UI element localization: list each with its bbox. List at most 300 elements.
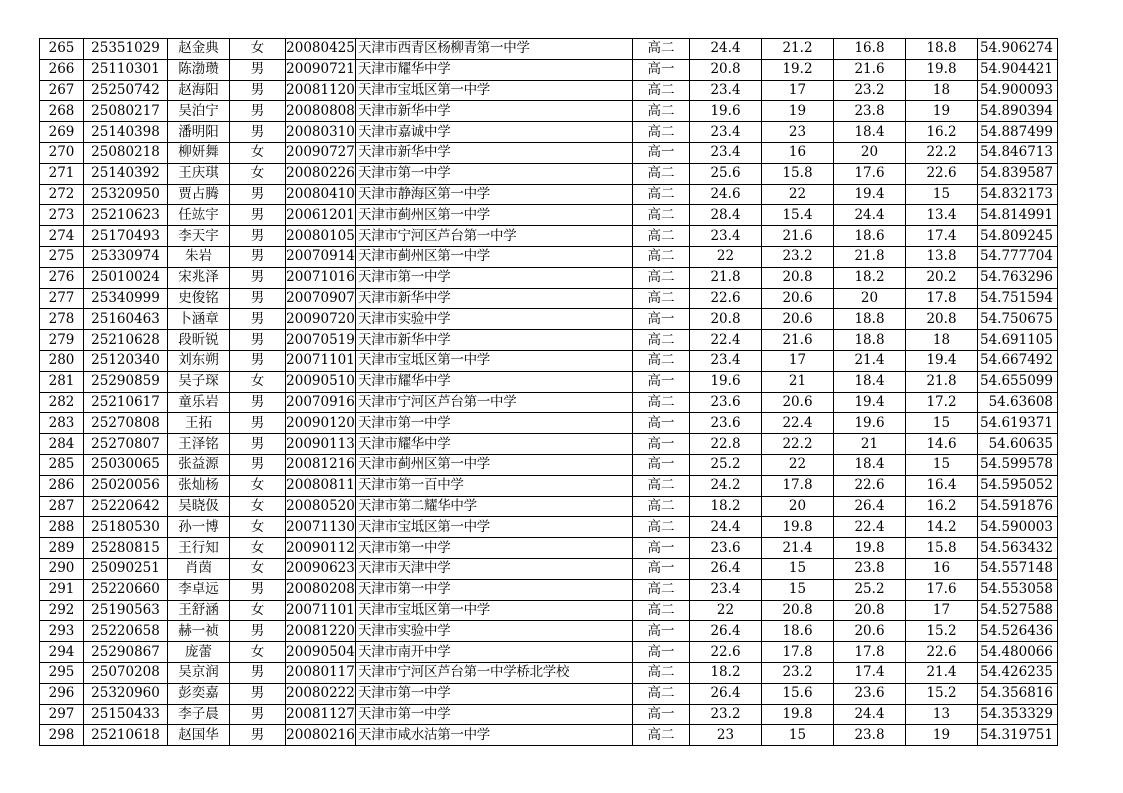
score-1-cell: 21.8	[690, 267, 762, 288]
table-row	[40, 80, 1058, 101]
score-3-cell: 22.6	[834, 475, 906, 496]
score-4-cell: 19.8	[906, 59, 978, 80]
birthdate-cell: 20090504	[286, 642, 356, 663]
score-4-cell: 17	[906, 600, 978, 621]
rank-cell: 296	[40, 683, 84, 704]
name-cell: 柳妍舞	[168, 142, 230, 163]
score-3-cell: 24.4	[834, 205, 906, 226]
table-row	[40, 142, 1058, 163]
rank-cell: 271	[40, 163, 84, 184]
name-cell: 吴子琛	[168, 371, 230, 392]
grade-cell: 高二	[633, 662, 690, 683]
table-row	[40, 517, 1058, 538]
score-3-cell: 21	[834, 434, 906, 455]
score-3-cell: 21.6	[834, 59, 906, 80]
student-id-cell: 25210623	[84, 205, 168, 226]
score-1-cell: 18.2	[690, 662, 762, 683]
total-score-cell: 54.599578	[978, 454, 1058, 475]
score-4-cell: 17.4	[906, 226, 978, 247]
rank-cell: 280	[40, 350, 84, 371]
name-cell: 刘东朔	[168, 350, 230, 371]
score-1-cell: 23	[690, 725, 762, 746]
table-row	[40, 662, 1058, 683]
table-row	[40, 330, 1058, 351]
grade-cell: 高二	[633, 330, 690, 351]
gender-cell: 男	[230, 267, 286, 288]
total-score-cell: 54.595052	[978, 475, 1058, 496]
student-id-cell: 25160463	[84, 309, 168, 330]
score-4-cell: 17.2	[906, 392, 978, 413]
gender-cell: 男	[230, 205, 286, 226]
score-3-cell: 18.4	[834, 371, 906, 392]
score-2-cell: 15	[762, 725, 834, 746]
table-row	[40, 371, 1058, 392]
birthdate-cell: 20080208	[286, 579, 356, 600]
score-1-cell: 25.6	[690, 163, 762, 184]
score-2-cell: 18.6	[762, 621, 834, 642]
grade-cell: 高一	[633, 621, 690, 642]
name-cell: 童乐岩	[168, 392, 230, 413]
grade-cell: 高一	[633, 642, 690, 663]
score-1-cell: 25.2	[690, 454, 762, 475]
score-3-cell: 18.8	[834, 309, 906, 330]
score-table	[39, 38, 1058, 746]
birthdate-cell: 20081216	[286, 454, 356, 475]
rank-cell: 274	[40, 226, 84, 247]
score-1-cell: 23.4	[690, 579, 762, 600]
name-cell: 王舒涵	[168, 600, 230, 621]
table-row	[40, 413, 1058, 434]
rank-cell: 268	[40, 101, 84, 122]
student-id-cell: 25210628	[84, 330, 168, 351]
gender-cell: 男	[230, 704, 286, 725]
gender-cell: 女	[230, 558, 286, 579]
school-cell: 天津市实验中学	[356, 621, 633, 642]
gender-cell: 男	[230, 621, 286, 642]
score-2-cell: 21	[762, 371, 834, 392]
total-score-cell: 54.887499	[978, 122, 1058, 143]
student-id-cell: 25010024	[84, 267, 168, 288]
name-cell: 孙一博	[168, 517, 230, 538]
gender-cell: 女	[230, 642, 286, 663]
table-row	[40, 122, 1058, 143]
grade-cell: 高二	[633, 246, 690, 267]
rank-cell: 283	[40, 413, 84, 434]
score-1-cell: 23.6	[690, 392, 762, 413]
rank-cell: 295	[40, 662, 84, 683]
birthdate-cell: 20061201	[286, 205, 356, 226]
birthdate-cell: 20080226	[286, 163, 356, 184]
name-cell: 段昕锐	[168, 330, 230, 351]
score-4-cell: 15	[906, 454, 978, 475]
name-cell: 李卓远	[168, 579, 230, 600]
rank-cell: 291	[40, 579, 84, 600]
school-cell: 天津市宁河区芦台第一中学桥北学校	[356, 662, 633, 683]
rank-cell: 276	[40, 267, 84, 288]
student-id-cell: 25140398	[84, 122, 168, 143]
student-id-cell: 25320950	[84, 184, 168, 205]
score-2-cell: 20	[762, 496, 834, 517]
student-id-cell: 25180530	[84, 517, 168, 538]
gender-cell: 女	[230, 538, 286, 559]
birthdate-cell: 20080105	[286, 226, 356, 247]
school-cell: 天津市耀华中学	[356, 434, 633, 455]
score-2-cell: 17.8	[762, 475, 834, 496]
total-score-cell: 54.832173	[978, 184, 1058, 205]
total-score-cell: 54.356816	[978, 683, 1058, 704]
gender-cell: 男	[230, 392, 286, 413]
birthdate-cell: 20080117	[286, 662, 356, 683]
table-row	[40, 558, 1058, 579]
table-row	[40, 392, 1058, 413]
total-score-cell: 54.846713	[978, 142, 1058, 163]
score-4-cell: 15.8	[906, 538, 978, 559]
rank-cell: 289	[40, 538, 84, 559]
score-2-cell: 21.4	[762, 538, 834, 559]
total-score-cell: 54.319751	[978, 725, 1058, 746]
name-cell: 庞蕾	[168, 642, 230, 663]
student-id-cell: 25120340	[84, 350, 168, 371]
rank-cell: 297	[40, 704, 84, 725]
score-1-cell: 23.4	[690, 350, 762, 371]
school-cell: 天津市蓟州区第一中学	[356, 454, 633, 475]
total-score-cell: 54.691105	[978, 330, 1058, 351]
score-3-cell: 18.2	[834, 267, 906, 288]
score-4-cell: 21.4	[906, 662, 978, 683]
table-row	[40, 475, 1058, 496]
rank-cell: 284	[40, 434, 84, 455]
score-1-cell: 23.4	[690, 80, 762, 101]
birthdate-cell: 20071016	[286, 267, 356, 288]
score-3-cell: 25.2	[834, 579, 906, 600]
student-id-cell: 25330974	[84, 246, 168, 267]
birthdate-cell: 20080410	[286, 184, 356, 205]
name-cell: 李天宇	[168, 226, 230, 247]
rank-cell: 292	[40, 600, 84, 621]
birthdate-cell: 20090623	[286, 558, 356, 579]
score-4-cell: 13	[906, 704, 978, 725]
student-id-cell: 25150433	[84, 704, 168, 725]
score-3-cell: 18.4	[834, 454, 906, 475]
rank-cell: 277	[40, 288, 84, 309]
total-score-cell: 54.839587	[978, 163, 1058, 184]
score-3-cell: 17.6	[834, 163, 906, 184]
rank-cell: 279	[40, 330, 84, 351]
school-cell: 天津市南开中学	[356, 642, 633, 663]
score-2-cell: 23	[762, 122, 834, 143]
birthdate-cell: 20090727	[286, 142, 356, 163]
rank-cell: 282	[40, 392, 84, 413]
score-3-cell: 20.8	[834, 600, 906, 621]
score-1-cell: 23.2	[690, 704, 762, 725]
rank-cell: 281	[40, 371, 84, 392]
birthdate-cell: 20071101	[286, 600, 356, 621]
school-cell: 天津市新华中学	[356, 288, 633, 309]
score-1-cell: 23.4	[690, 122, 762, 143]
score-4-cell: 22.2	[906, 142, 978, 163]
rank-cell: 266	[40, 59, 84, 80]
total-score-cell: 54.590003	[978, 517, 1058, 538]
total-score-cell: 54.655099	[978, 371, 1058, 392]
total-score-cell: 54.526436	[978, 621, 1058, 642]
gender-cell: 男	[230, 413, 286, 434]
birthdate-cell: 20090510	[286, 371, 356, 392]
score-2-cell: 15	[762, 579, 834, 600]
score-1-cell: 23.4	[690, 226, 762, 247]
score-2-cell: 15.6	[762, 683, 834, 704]
total-score-cell: 54.667492	[978, 350, 1058, 371]
birthdate-cell: 20080216	[286, 725, 356, 746]
student-id-cell: 25080217	[84, 101, 168, 122]
name-cell: 任竑宇	[168, 205, 230, 226]
student-id-cell: 25210617	[84, 392, 168, 413]
table-row	[40, 579, 1058, 600]
score-2-cell: 17.8	[762, 642, 834, 663]
student-id-cell: 25320960	[84, 683, 168, 704]
birthdate-cell: 20070914	[286, 246, 356, 267]
score-2-cell: 19.8	[762, 704, 834, 725]
school-cell: 天津市宝坻区第一中学	[356, 517, 633, 538]
total-score-cell: 54.426235	[978, 662, 1058, 683]
student-id-cell: 25110301	[84, 59, 168, 80]
rank-cell: 272	[40, 184, 84, 205]
student-id-cell: 25170493	[84, 226, 168, 247]
score-2-cell: 20.6	[762, 288, 834, 309]
grade-cell: 高二	[633, 39, 690, 60]
score-1-cell: 24.6	[690, 184, 762, 205]
total-score-cell: 54.591876	[978, 496, 1058, 517]
table-row	[40, 538, 1058, 559]
total-score-cell: 54.814991	[978, 205, 1058, 226]
gender-cell: 男	[230, 246, 286, 267]
name-cell: 卜涵章	[168, 309, 230, 330]
score-3-cell: 19.6	[834, 413, 906, 434]
score-4-cell: 18	[906, 80, 978, 101]
score-3-cell: 18.8	[834, 330, 906, 351]
score-3-cell: 18.4	[834, 122, 906, 143]
score-1-cell: 26.4	[690, 683, 762, 704]
name-cell: 陈渤瓒	[168, 59, 230, 80]
table-row	[40, 59, 1058, 80]
table-row	[40, 39, 1058, 60]
total-score-cell: 54.750675	[978, 309, 1058, 330]
student-id-cell: 25220658	[84, 621, 168, 642]
name-cell: 朱岩	[168, 246, 230, 267]
table-row	[40, 496, 1058, 517]
table-row	[40, 309, 1058, 330]
score-3-cell: 20	[834, 288, 906, 309]
score-4-cell: 14.2	[906, 517, 978, 538]
score-2-cell: 19.2	[762, 59, 834, 80]
gender-cell: 男	[230, 184, 286, 205]
student-id-cell: 25140392	[84, 163, 168, 184]
table-row	[40, 642, 1058, 663]
school-cell: 天津市蓟州区第一中学	[356, 205, 633, 226]
table-row	[40, 205, 1058, 226]
name-cell: 肖茵	[168, 558, 230, 579]
gender-cell: 男	[230, 288, 286, 309]
score-4-cell: 22.6	[906, 642, 978, 663]
rank-cell: 285	[40, 454, 84, 475]
school-cell: 天津市耀华中学	[356, 371, 633, 392]
score-2-cell: 19	[762, 101, 834, 122]
table-row	[40, 434, 1058, 455]
name-cell: 史俊铭	[168, 288, 230, 309]
student-id-cell: 25351029	[84, 39, 168, 60]
name-cell: 赵金典	[168, 39, 230, 60]
score-2-cell: 21.6	[762, 226, 834, 247]
total-score-cell: 54.553058	[978, 579, 1058, 600]
name-cell: 赫一祯	[168, 621, 230, 642]
table-row	[40, 101, 1058, 122]
name-cell: 赵国华	[168, 725, 230, 746]
school-cell: 天津市蓟州区第一中学	[356, 246, 633, 267]
gender-cell: 男	[230, 434, 286, 455]
student-id-cell: 25210618	[84, 725, 168, 746]
grade-cell: 高二	[633, 496, 690, 517]
gender-cell: 女	[230, 371, 286, 392]
school-cell: 天津市第一中学	[356, 579, 633, 600]
table-row	[40, 288, 1058, 309]
grade-cell: 高一	[633, 371, 690, 392]
score-1-cell: 18.2	[690, 496, 762, 517]
score-2-cell: 22	[762, 184, 834, 205]
birthdate-cell: 20090120	[286, 413, 356, 434]
total-score-cell: 54.890394	[978, 101, 1058, 122]
total-score-cell: 54.563432	[978, 538, 1058, 559]
score-4-cell: 22.6	[906, 163, 978, 184]
name-cell: 宋兆泽	[168, 267, 230, 288]
grade-cell: 高一	[633, 434, 690, 455]
name-cell: 吴晓伋	[168, 496, 230, 517]
student-id-cell: 25280815	[84, 538, 168, 559]
name-cell: 张益源	[168, 454, 230, 475]
grade-cell: 高二	[633, 288, 690, 309]
grade-cell: 高二	[633, 579, 690, 600]
score-4-cell: 20.2	[906, 267, 978, 288]
school-cell: 天津市宁河区芦台第一中学	[356, 392, 633, 413]
score-1-cell: 28.4	[690, 205, 762, 226]
score-2-cell: 21.2	[762, 39, 834, 60]
gender-cell: 男	[230, 122, 286, 143]
table-row	[40, 246, 1058, 267]
name-cell: 王泽铭	[168, 434, 230, 455]
score-sheet	[39, 38, 1058, 746]
gender-cell: 男	[230, 226, 286, 247]
score-3-cell: 17.4	[834, 662, 906, 683]
student-id-cell: 25290859	[84, 371, 168, 392]
school-cell: 天津市第一中学	[356, 413, 633, 434]
birthdate-cell: 20070916	[286, 392, 356, 413]
grade-cell: 高二	[633, 267, 690, 288]
table-row	[40, 350, 1058, 371]
name-cell: 张灿杨	[168, 475, 230, 496]
birthdate-cell: 20080222	[286, 683, 356, 704]
total-score-cell: 54.751594	[978, 288, 1058, 309]
gender-cell: 女	[230, 496, 286, 517]
rank-cell: 293	[40, 621, 84, 642]
name-cell: 王庆琪	[168, 163, 230, 184]
birthdate-cell: 20090113	[286, 434, 356, 455]
gender-cell: 男	[230, 309, 286, 330]
birthdate-cell: 20090112	[286, 538, 356, 559]
score-2-cell: 22	[762, 454, 834, 475]
score-3-cell: 19.4	[834, 184, 906, 205]
grade-cell: 高二	[633, 725, 690, 746]
gender-cell: 女	[230, 517, 286, 538]
total-score-cell: 54.557148	[978, 558, 1058, 579]
rank-cell: 269	[40, 122, 84, 143]
gender-cell: 男	[230, 725, 286, 746]
school-cell: 天津市宝坻区第一中学	[356, 80, 633, 101]
grade-cell: 高一	[633, 454, 690, 475]
student-id-cell: 25030065	[84, 454, 168, 475]
grade-cell: 高一	[633, 309, 690, 330]
score-4-cell: 16.2	[906, 122, 978, 143]
score-2-cell: 23.2	[762, 662, 834, 683]
rank-cell: 286	[40, 475, 84, 496]
score-3-cell: 23.6	[834, 683, 906, 704]
score-1-cell: 22	[690, 600, 762, 621]
grade-cell: 高二	[633, 683, 690, 704]
school-cell: 天津市第一中学	[356, 704, 633, 725]
score-4-cell: 15	[906, 184, 978, 205]
score-3-cell: 26.4	[834, 496, 906, 517]
total-score-cell: 54.763296	[978, 267, 1058, 288]
grade-cell: 高一	[633, 704, 690, 725]
total-score-cell: 54.904421	[978, 59, 1058, 80]
grade-cell: 高二	[633, 205, 690, 226]
grade-cell: 高二	[633, 80, 690, 101]
score-2-cell: 20.6	[762, 392, 834, 413]
total-score-cell: 54.60635	[978, 434, 1058, 455]
grade-cell: 高二	[633, 392, 690, 413]
grade-cell: 高一	[633, 413, 690, 434]
score-1-cell: 22.4	[690, 330, 762, 351]
gender-cell: 男	[230, 59, 286, 80]
school-cell: 天津市嘉诚中学	[356, 122, 633, 143]
student-id-cell: 25070208	[84, 662, 168, 683]
grade-cell: 高二	[633, 122, 690, 143]
birthdate-cell: 20081120	[286, 80, 356, 101]
student-id-cell: 25080218	[84, 142, 168, 163]
score-1-cell: 19.6	[690, 101, 762, 122]
score-3-cell: 23.2	[834, 80, 906, 101]
score-1-cell: 22.6	[690, 642, 762, 663]
score-4-cell: 20.8	[906, 309, 978, 330]
rank-cell: 287	[40, 496, 84, 517]
birthdate-cell: 20070519	[286, 330, 356, 351]
table-row	[40, 600, 1058, 621]
school-cell: 天津市第一中学	[356, 267, 633, 288]
school-cell: 天津市新华中学	[356, 330, 633, 351]
total-score-cell: 54.353329	[978, 704, 1058, 725]
total-score-cell: 54.527588	[978, 600, 1058, 621]
grade-cell: 高二	[633, 226, 690, 247]
score-3-cell: 20.6	[834, 621, 906, 642]
table-row	[40, 725, 1058, 746]
score-1-cell: 24.4	[690, 39, 762, 60]
grade-cell: 高一	[633, 142, 690, 163]
score-3-cell: 16.8	[834, 39, 906, 60]
score-3-cell: 17.8	[834, 642, 906, 663]
school-cell: 天津市天津中学	[356, 558, 633, 579]
gender-cell: 男	[230, 454, 286, 475]
grade-cell: 高二	[633, 600, 690, 621]
score-4-cell: 16	[906, 558, 978, 579]
score-2-cell: 23.2	[762, 246, 834, 267]
school-cell: 天津市咸水沽第一中学	[356, 725, 633, 746]
